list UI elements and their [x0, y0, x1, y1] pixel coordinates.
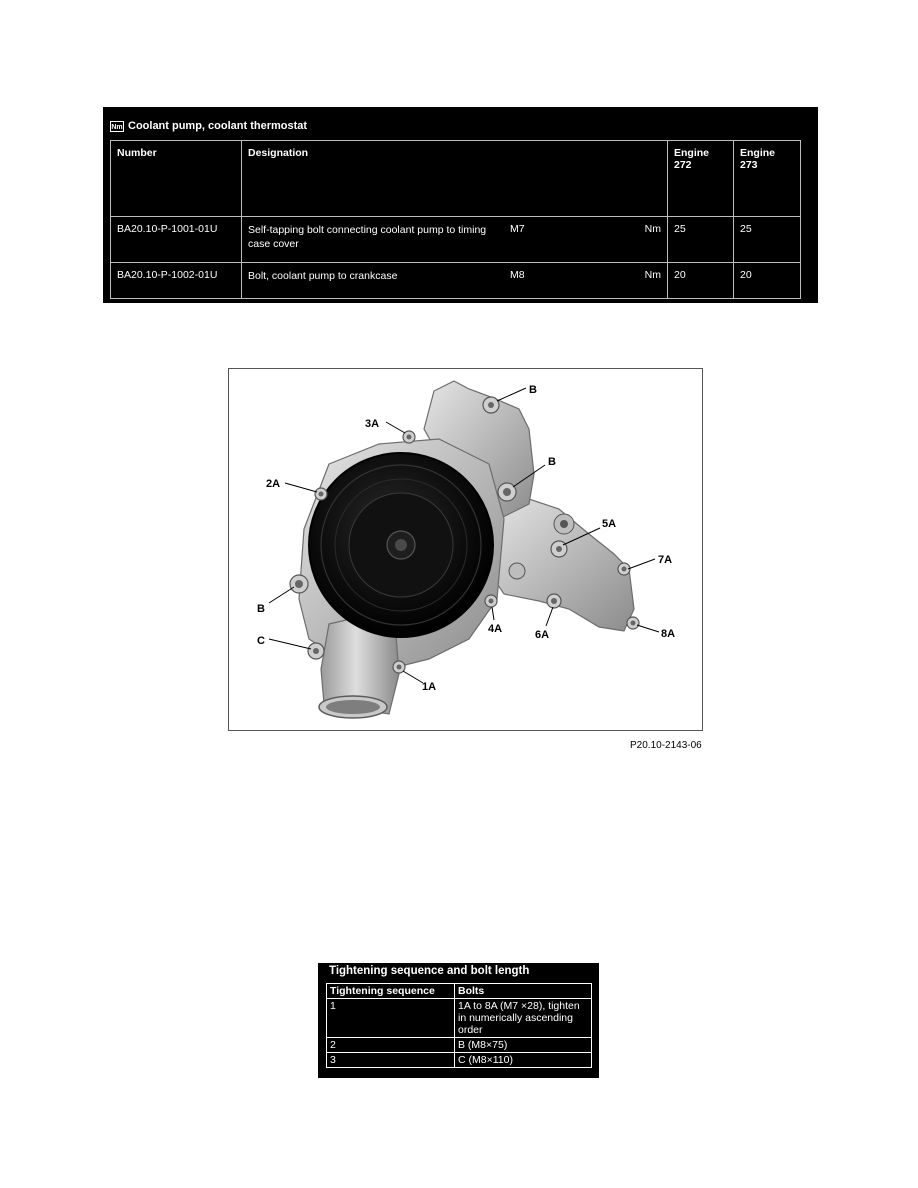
table-row	[111, 263, 801, 299]
callout-label-b-top: B	[529, 384, 537, 396]
tightening-sequence-panel	[318, 963, 599, 1078]
thread-size: M7	[510, 223, 525, 235]
cell-engine-272: 25	[668, 217, 734, 263]
callout-label-6a: 6A	[535, 629, 550, 641]
torque-unit: Nm	[644, 269, 661, 281]
figure-reference-id: P20.10-2143-06	[630, 740, 702, 751]
header-number: Number	[111, 141, 242, 217]
header-designation: Designation	[242, 141, 668, 217]
callout-label-2a: 2A	[266, 478, 281, 490]
cell-sequence: 2	[327, 1038, 455, 1053]
coolant-pump-illustration	[229, 369, 703, 731]
callout-label-c: C	[257, 635, 265, 647]
cell-designation	[242, 217, 668, 263]
tightening-sequence-title: Tightening sequence and bolt length	[329, 965, 530, 977]
cell-bolts: 1A to 8A (M7 ×28), tighten in numerically ascending order	[455, 999, 592, 1038]
cell-bolts: B (M8×75)	[455, 1038, 592, 1053]
designation-text: Self-tapping bolt connecting coolant pump to timing case cover	[248, 224, 487, 250]
designation-text: Bolt, coolant pump to crankcase	[248, 270, 398, 282]
cell-designation	[242, 263, 668, 299]
cell-number: BA20.10-P-1002-01U	[111, 263, 242, 299]
torque-nm-icon: Nm	[110, 121, 124, 132]
cell-number: BA20.10-P-1001-01U	[111, 217, 242, 263]
cell-sequence: 3	[327, 1053, 455, 1068]
cell-engine-273: 20	[734, 263, 801, 299]
table-row	[327, 1053, 592, 1068]
table-row	[327, 999, 592, 1038]
table-row	[327, 1038, 592, 1053]
header-engine-272: Engine 272	[668, 141, 734, 217]
torque-unit: Nm	[644, 223, 661, 235]
cell-sequence: 1	[327, 999, 455, 1038]
table-row	[111, 217, 801, 263]
callout-label-5a: 5A	[602, 518, 617, 530]
cell-engine-273: 25	[734, 217, 801, 263]
header-bolts: Bolts	[455, 984, 592, 999]
sequence-header-row	[327, 984, 592, 999]
torque-table-title	[110, 120, 307, 132]
torque-table	[110, 140, 801, 299]
callout-label-4a: 4A	[488, 623, 503, 635]
torque-spec-panel	[103, 107, 818, 303]
callout-label-8a: 8A	[661, 628, 676, 640]
cell-engine-272: 20	[668, 263, 734, 299]
header-tightening-sequence: Tightening sequence	[327, 984, 455, 999]
cell-bolts: C (M8×110)	[455, 1053, 592, 1068]
callout-label-1a: 1A	[422, 681, 437, 693]
callout-label-b-left: B	[257, 603, 265, 615]
tightening-sequence-table	[326, 983, 592, 1068]
coolant-pump-figure	[228, 368, 703, 731]
thread-size: M8	[510, 269, 525, 281]
torque-table-header-row	[111, 141, 801, 217]
torque-table-title-text: Coolant pump, coolant thermostat	[128, 120, 308, 132]
callout-label-7a: 7A	[658, 554, 673, 566]
header-engine-273: Engine 273	[734, 141, 801, 217]
callout-label-3a: 3A	[365, 418, 380, 430]
callout-label-b-middle: B	[548, 456, 556, 468]
